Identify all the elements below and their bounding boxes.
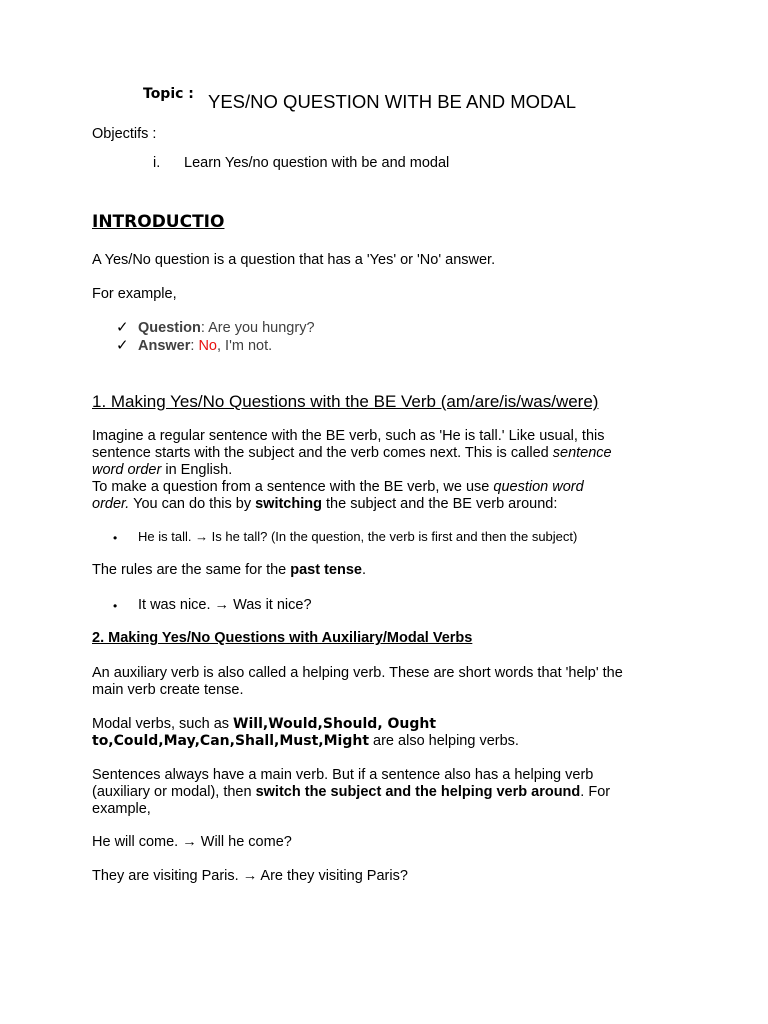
sentences-paragraph: Sentences always have a main verb. But if a sentence also has a helping verb (auxiliary or modal), then switch the subject and the helping verb around. For example, xyxy=(92,767,611,817)
objective-marker: i. xyxy=(153,155,161,171)
objectives-label: Objectifs : xyxy=(92,126,157,142)
checklist-item xyxy=(116,318,129,337)
section1-heading: 1. Making Yes/No Questions with the BE Verb (am/are/is/was/were) xyxy=(92,392,599,411)
bullet-icon: • xyxy=(113,531,118,545)
rules-text: The rules are the same for the past tense. xyxy=(92,562,367,578)
topic-label: Topic : xyxy=(143,86,194,102)
page-title: YES/NO QUESTION WITH BE AND MODAL xyxy=(208,91,576,112)
objective-item: Learn Yes/no question with be and modal xyxy=(184,155,450,171)
section2-heading: 2. Making Yes/No Questions with Auxiliary/Modal Verbs xyxy=(92,630,473,646)
modal-example: They are visiting Paris. → Are they visiting Paris? xyxy=(92,868,408,884)
bullet-icon: • xyxy=(113,599,118,613)
definition-paragraph: A Yes/No question is a question that has a 'Yes' or 'No' answer. xyxy=(92,252,496,268)
check-icon: ✓ xyxy=(116,319,129,336)
be-example: He is tall. → Is he tall? (In the question, the verb is first and then the subject) xyxy=(138,529,578,544)
modal-paragraph: Modal verbs, such as Will,Would,Should, Ought to,Could,May,Can,Shall,Must,Might are also helping verbs. xyxy=(92,716,519,749)
modal-example: He will come. → Will he come? xyxy=(92,834,292,850)
introduction-heading: INTRODUCTIO xyxy=(92,212,225,232)
auxiliary-paragraph: An auxiliary verb is also called a helping verb. These are short words that 'help' the main verb create tense. xyxy=(92,665,623,698)
for-example-text: For example, xyxy=(92,286,177,302)
check-icon: ✓ xyxy=(116,337,129,354)
section1-paragraph: Imagine a regular sentence with the BE verb, such as 'He is tall.' Like usual, this sentence starts with the subject and the verb comes next. This is called sentence word order in English. To make a question from a sentence with the BE verb, we use question word order. You can do this by switching the subject and the BE verb around: xyxy=(92,428,612,512)
checklist-item xyxy=(116,336,129,355)
past-example: It was nice. → Was it nice? xyxy=(138,597,312,613)
checklist-text: Question: Are you hungry? xyxy=(138,320,315,336)
checklist-text: Answer: No, I'm not. xyxy=(138,338,273,354)
